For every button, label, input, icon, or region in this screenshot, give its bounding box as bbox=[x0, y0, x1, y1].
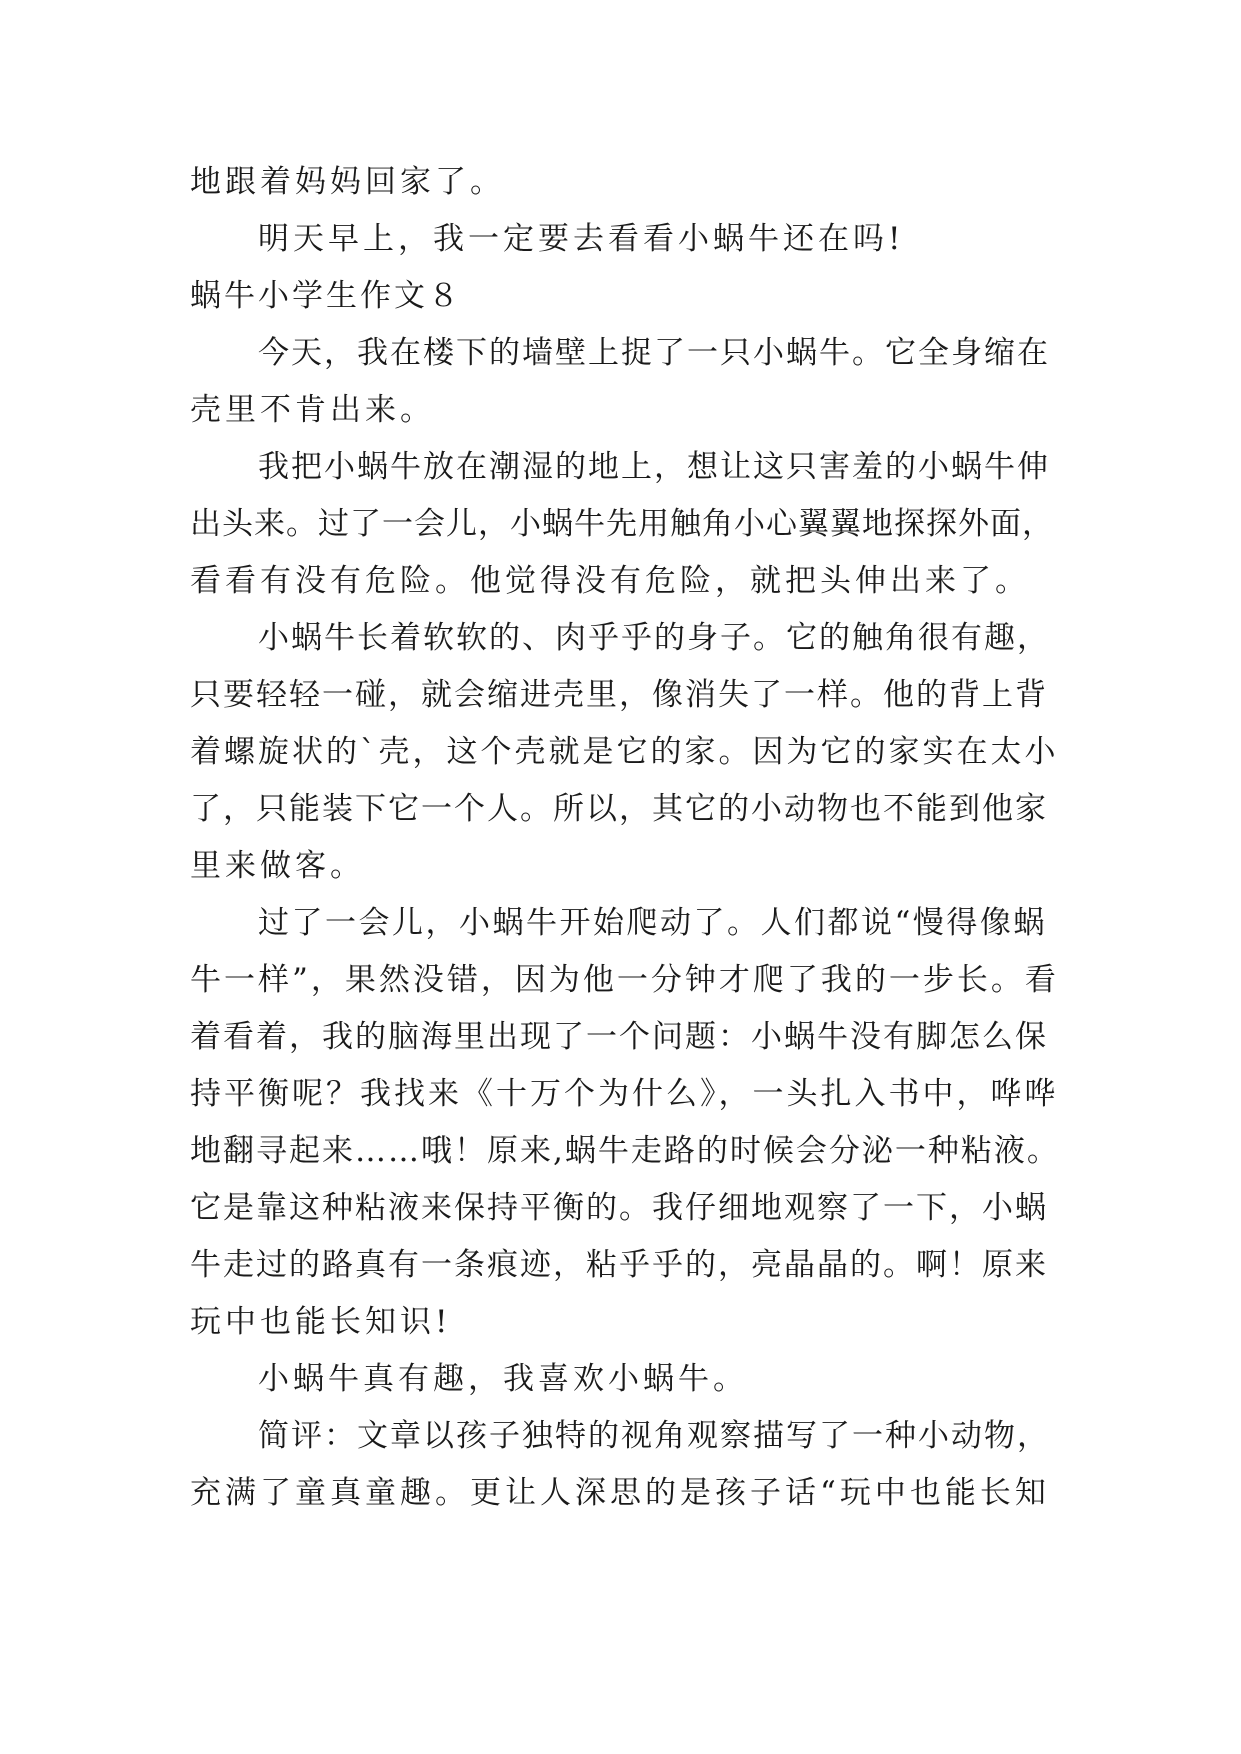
text-line: 我把小蜗牛放在潮湿的地上，想让这只害羞的小蜗牛伸 bbox=[258, 449, 1050, 485]
text-line: 小蜗牛长着软软的、肉乎乎的身子。它的触角很有趣， bbox=[258, 620, 1050, 656]
text-line: 玩中也能长知识! bbox=[190, 1304, 452, 1340]
text-line: 明天早上，我一定要去看看小蜗牛还在吗! bbox=[258, 221, 905, 257]
text-line: 了，只能装下它一个人。所以，其它的小动物也不能到他家 bbox=[190, 791, 1048, 827]
text-line: 持平衡呢？我找来《十万个为什么》，一头扎入书中，哗哗 bbox=[190, 1076, 1059, 1112]
text-line: 着看着，我的脑海里出现了一个问题：小蜗牛没有脚怎么保 bbox=[190, 1019, 1048, 1055]
text-line: 过了一会儿，小蜗牛开始爬动了。人们都说“慢得像蜗 bbox=[258, 905, 1047, 941]
text-line: 牛一样”，果然没错，因为他一分钟才爬了我的一步长。看 bbox=[190, 962, 1059, 998]
text-line: 看看有没有危险。他觉得没有危险，就把头伸出来了。 bbox=[190, 563, 1030, 599]
text-line: 里来做客。 bbox=[190, 848, 365, 884]
text-line: 出头来。过了一会儿，小蜗牛先用触角小心翼翼地探探外面， bbox=[190, 506, 1054, 542]
text-line: 地翻寻起来……哦！原来,蜗牛走路的时候会分泌一种粘液。 bbox=[190, 1133, 1060, 1169]
text-line: 今天，我在楼下的墙壁上捉了一只小蜗牛。它全身缩在 bbox=[258, 335, 1050, 371]
text-line: 简评：文章以孩子独特的视角观察描写了一种小动物， bbox=[258, 1418, 1050, 1454]
text-line: 只要轻轻一碰，就会缩进壳里，像消失了一样。他的背上背 bbox=[190, 677, 1048, 713]
text-line: 牛走过的路真有一条痕迹，粘乎乎的，亮晶晶的。啊！原来 bbox=[190, 1247, 1048, 1283]
text-line: 壳里不肯出来。 bbox=[190, 392, 435, 428]
text-line: 地跟着妈妈回家了。 bbox=[190, 164, 505, 200]
text-line: 小蜗牛真有趣，我喜欢小蜗牛。 bbox=[258, 1361, 748, 1397]
text-line: 着螺旋状的`壳，这个壳就是它的家。因为它的家实在太小 bbox=[190, 734, 1059, 770]
text-line: 充满了童真童趣。更让人深思的是孩子话“玩中也能长知 bbox=[190, 1475, 1050, 1511]
text-line: 它是靠这种粘液来保持平衡的。我仔细地观察了一下，小蜗 bbox=[190, 1190, 1048, 1226]
section-heading: 蜗牛小学生作文８ bbox=[190, 278, 462, 314]
